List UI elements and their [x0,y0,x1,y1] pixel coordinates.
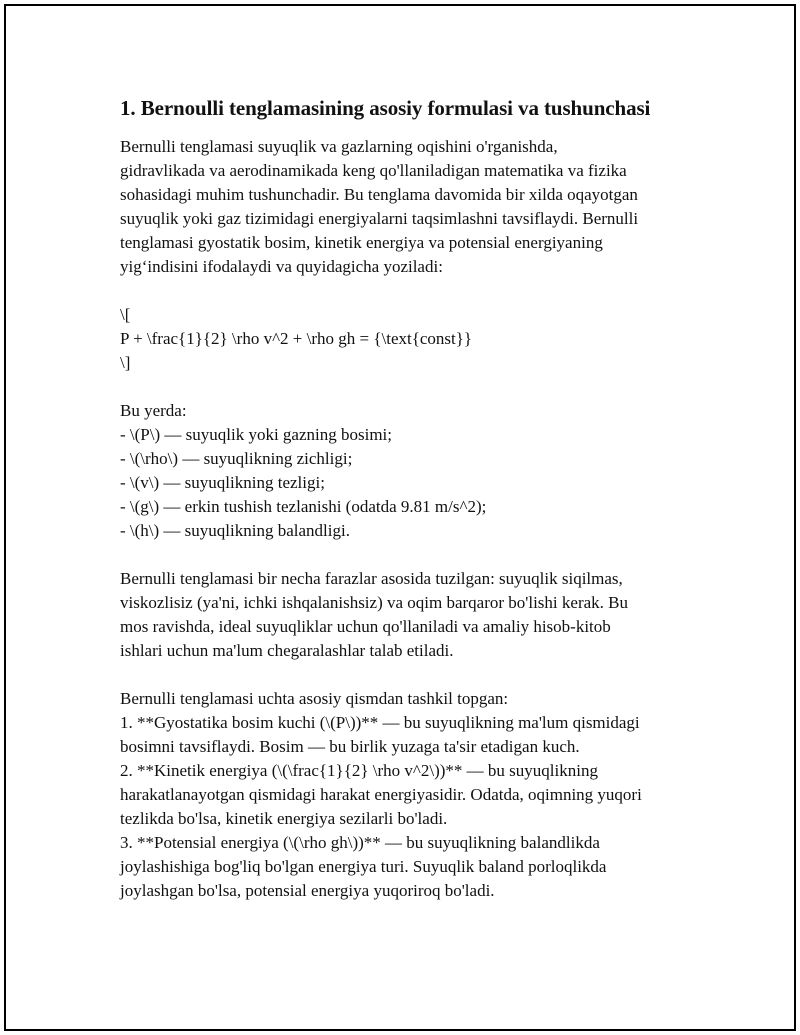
formula-line: P + \frac{1}{2} \rho v^2 + \rho gh = {\text{const}} [120,329,473,348]
component-item: 2. **Kinetik energiya (\(\frac{1}{2} \rho v^2\))** — bu suyuqlikning [120,761,598,780]
page-title: 1. Bernoulli tenglamasining asosiy formulasi va tushunchasi [120,96,651,120]
text-line: tezlikda bo'lsa, kinetik energiya sezilarli bo'ladi. [120,809,448,828]
text-line: gidravlikada va aerodinamikada keng qo'llaniladigan matematika va fizika [120,161,627,180]
intro-paragraph [120,135,700,279]
text-line: viskozlisiz (ya'ni, ichki ishqalanishsiz) va oqim barqaror bo'lishi kerak. Bu [120,593,628,612]
formula-open: \[ [120,305,131,324]
formula-close: \] [120,353,131,372]
definitions-list [120,399,700,543]
components-intro: Bernulli tenglamasi uchta asosiy qismdan tashkil topgan: [120,689,509,708]
document-page [4,4,796,1031]
text-line: Bernulli tenglamasi bir necha farazlar asosida tuzilgan: suyuqlik siqilmas, [120,569,623,588]
text-line: ishlari uchun ma'lum chegaralashlar talab etiladi. [120,641,454,660]
document-content [120,94,700,903]
paragraph-gap [120,375,700,399]
text-line: mos ravishda, ideal suyuqliklar uchun qo'llaniladi va amaliy hisob-kitob [120,617,611,636]
definition-item: - \(P\) — suyuqlik yoki gazning bosimi; [120,425,392,444]
paragraph-gap [120,663,700,687]
definition-item: - \(g\) — erkin tushish tezlanishi (odatda 9.81 m/s^2); [120,497,487,516]
definition-item: - \(\rho\) — suyuqlikning zichligi; [120,449,353,468]
text-line: Bernulli tenglamasi suyuqlik va gazlarning oqishini o'rganishda, [120,137,558,156]
paragraph-gap [120,543,700,567]
text-line: joylashishiga bog'liq bo'lgan energiya turi. Suyuqlik baland porloqlikda [120,857,607,876]
components-list [120,687,700,903]
text-line: yig‘indisini ifodalaydi va quyidagicha yoziladi: [120,257,443,276]
definitions-intro: Bu yerda: [120,401,187,420]
text-line: joylashgan bo'lsa, potensial energiya yuqoriroq bo'ladi. [120,881,495,900]
definition-item: - \(v\) — suyuqlikning tezligi; [120,473,325,492]
paragraph-gap [120,279,700,303]
definition-item: - \(h\) — suyuqlikning balandligi. [120,521,350,540]
text-line: harakatlanayotgan qismidagi harakat energiyasidir. Odatda, oqimning yuqori [120,785,642,804]
text-line: bosimni tavsiflaydi. Bosim — bu birlik yuzaga ta'sir etadigan kuch. [120,737,580,756]
component-item: 3. **Potensial energiya (\(\rho gh\))** — bu suyuqlikning balandlikda [120,833,600,852]
component-item: 1. **Gyostatika bosim kuchi (\(P\))** — bu suyuqlikning ma'lum qismidagi [120,713,640,732]
formula-block [120,303,700,375]
assumptions-paragraph [120,567,700,663]
text-line: suyuqlik yoki gaz tizimidagi energiyalarni taqsimlashni tavsiflaydi. Bernulli [120,209,639,228]
text-line: tenglamasi gyostatik bosim, kinetik energiya va potensial energiyaning [120,233,603,252]
text-line: sohasidagi muhim tushunchadir. Bu tenglama davomida bir xilda oqayotgan [120,185,638,204]
